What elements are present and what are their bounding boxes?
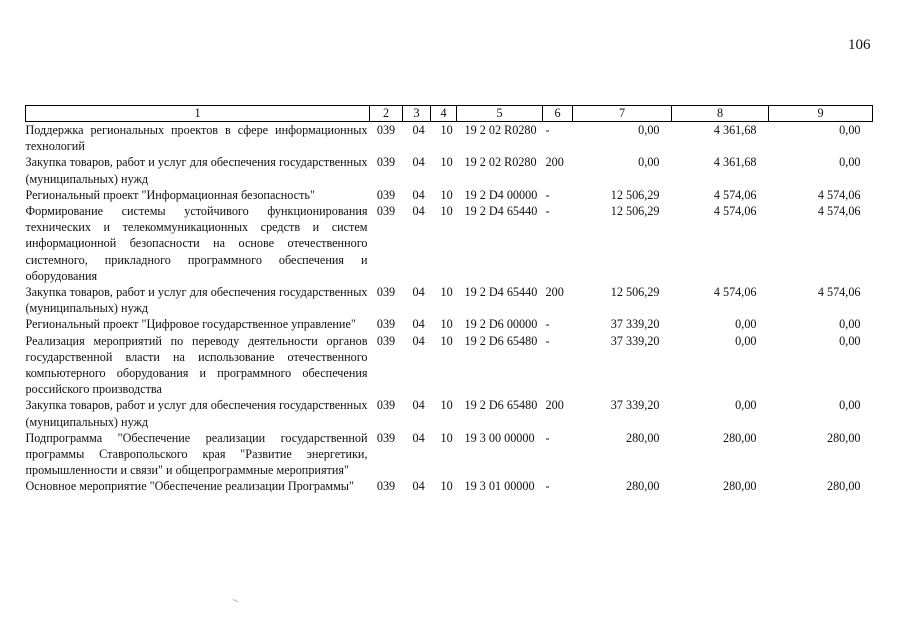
- scan-smudge: [231, 599, 238, 605]
- amount-col-8: 4 361,68: [713, 155, 757, 170]
- amount-col-7: 0,00: [638, 123, 660, 137]
- amount-col-8: 0,00: [735, 333, 757, 348]
- amount-col-9: 4 574,06: [817, 187, 861, 202]
- amount-col-8: 280,00: [722, 430, 757, 445]
- amount-col-9: 280,00: [826, 430, 861, 445]
- column-header-6: 6: [543, 106, 573, 122]
- section-code: 04: [412, 285, 425, 300]
- column-header-8: 8: [672, 106, 769, 122]
- amount-col-8: 4 574,06: [713, 187, 757, 202]
- amount-col-9: 4 574,06: [817, 204, 861, 219]
- section-code: 04: [412, 333, 425, 348]
- target-article-code: 19 2 D6 65480: [464, 333, 538, 348]
- amount-col-7: 280,00: [625, 430, 660, 445]
- subsection-code: 10: [440, 123, 453, 137]
- expense-type-code: -: [545, 123, 550, 137]
- amount-col-8: 280,00: [722, 479, 757, 494]
- subsection-code: 10: [440, 398, 453, 413]
- column-header-1: 1: [26, 106, 370, 122]
- subsection-code: 10: [440, 155, 453, 170]
- column-header-4: 4: [431, 106, 457, 122]
- table-row: [26, 284, 873, 316]
- table-row: [26, 122, 873, 155]
- expense-type-code: -: [545, 333, 550, 348]
- amount-col-7: 12 506,29: [610, 285, 660, 300]
- subsection-code: 10: [440, 479, 453, 494]
- expense-type-code: 200: [545, 398, 564, 413]
- ministry-code: 039: [376, 204, 396, 219]
- ministry-code: 039: [376, 479, 396, 494]
- column-header-2: 2: [370, 106, 403, 122]
- amount-col-9: 280,00: [826, 479, 861, 494]
- target-article-code: 19 3 00 00000: [464, 430, 535, 445]
- expense-type-code: 200: [545, 155, 564, 170]
- column-header-9: 9: [769, 106, 873, 122]
- column-header-7: 7: [573, 106, 672, 122]
- subsection-code: 10: [440, 317, 453, 332]
- section-code: 04: [412, 123, 425, 137]
- amount-col-9: 0,00: [839, 123, 861, 137]
- amount-col-7: 37 339,20: [610, 398, 660, 413]
- ministry-code: 039: [376, 398, 396, 413]
- ministry-code: 039: [376, 187, 396, 202]
- column-header-5: 5: [457, 106, 543, 122]
- subsection-code: 10: [440, 204, 453, 219]
- subsection-code: 10: [440, 187, 453, 202]
- subsection-code: 10: [440, 430, 453, 445]
- column-header-3: 3: [403, 106, 431, 122]
- subsection-code: 10: [440, 285, 453, 300]
- row-name: Региональный проект "Информационная безопасность": [25, 187, 315, 202]
- amount-col-9: 0,00: [839, 317, 861, 332]
- table-row: [26, 187, 873, 203]
- page-number: 106: [848, 37, 871, 53]
- amount-col-7: 37 339,20: [610, 333, 660, 348]
- section-code: 04: [412, 317, 425, 332]
- section-code: 04: [412, 398, 425, 413]
- section-code: 04: [412, 187, 425, 202]
- amount-col-8: 4 574,06: [713, 204, 757, 219]
- section-code: 04: [412, 204, 425, 219]
- ministry-code: 039: [376, 430, 396, 445]
- amount-col-7: 37 339,20: [610, 317, 660, 332]
- amount-col-9: 0,00: [839, 333, 861, 348]
- amount-col-8: 0,00: [735, 398, 757, 413]
- target-article-code: 19 3 01 00000: [464, 479, 535, 494]
- row-name: Закупка товаров, работ и услуг для обеспечения государственных (муниципальных) нужд: [25, 155, 368, 186]
- section-code: 04: [412, 430, 425, 445]
- budget-table: [25, 105, 873, 495]
- expense-type-code: -: [545, 187, 550, 202]
- table-row: [26, 333, 873, 398]
- ministry-code: 039: [376, 285, 396, 300]
- target-article-code: 19 2 D6 65480: [464, 398, 538, 413]
- expense-type-code: -: [545, 430, 550, 445]
- row-name: Закупка товаров, работ и услуг для обеспечения государственных (муниципальных) нужд: [25, 398, 368, 429]
- row-name: Подпрограмма "Обеспечение реализации государственной программы Ставропольского края "Развитие энергетики, промышленности и связи" и общепрограммные мероприятия": [25, 430, 368, 478]
- expense-type-code: 200: [545, 285, 564, 300]
- amount-col-9: 0,00: [839, 155, 861, 170]
- section-code: 04: [412, 155, 425, 170]
- ministry-code: 039: [376, 317, 396, 332]
- row-name: Реализация мероприятий по переводу деятельности органов государственной власти на использование отечественного компьютерного оборудования и программного обеспечения российского производства: [25, 333, 368, 397]
- amount-col-8: 4 574,06: [713, 285, 757, 300]
- amount-col-7: 0,00: [638, 155, 660, 170]
- table-row: [26, 203, 873, 284]
- table-row: [26, 430, 873, 479]
- amount-col-9: 4 574,06: [817, 285, 861, 300]
- amount-col-8: 0,00: [735, 317, 757, 332]
- target-article-code: 19 2 02 R0280: [464, 123, 537, 137]
- amount-col-7: 280,00: [625, 479, 660, 494]
- row-name: Формирование системы устойчивого функционирования технических и телекоммуникационных средств и систем информационной безопасности на основе отечественного системного, прикладного программного обеспечения и оборудования: [25, 204, 368, 283]
- target-article-code: 19 2 02 R0280: [464, 155, 537, 170]
- table-row: [26, 154, 873, 186]
- expense-type-code: -: [545, 317, 550, 332]
- expense-type-code: -: [545, 479, 550, 494]
- header-row: [26, 106, 873, 122]
- subsection-code: 10: [440, 333, 453, 348]
- ministry-code: 039: [376, 123, 396, 137]
- target-article-code: 19 2 D4 65440: [464, 204, 538, 219]
- amount-col-7: 12 506,29: [610, 204, 660, 219]
- amount-col-7: 12 506,29: [610, 187, 660, 202]
- amount-col-8: 4 361,68: [713, 123, 757, 137]
- row-name: Региональный проект "Цифровое государственное управление": [25, 317, 356, 332]
- target-article-code: 19 2 D6 00000: [464, 317, 538, 332]
- row-name: Поддержка региональных проектов в сфере информационных технологий: [25, 123, 368, 154]
- target-article-code: 19 2 D4 00000: [464, 187, 538, 202]
- table-row: [26, 397, 873, 429]
- ministry-code: 039: [376, 155, 396, 170]
- ministry-code: 039: [376, 333, 396, 348]
- table-row: [26, 478, 873, 494]
- expense-type-code: -: [545, 204, 550, 219]
- row-name: Закупка товаров, работ и услуг для обеспечения государственных (муниципальных) нужд: [25, 285, 368, 316]
- table-row: [26, 316, 873, 332]
- amount-col-9: 0,00: [839, 398, 861, 413]
- section-code: 04: [412, 479, 425, 494]
- row-name: Основное мероприятие "Обеспечение реализации Программы": [25, 479, 354, 494]
- target-article-code: 19 2 D4 65440: [464, 285, 538, 300]
